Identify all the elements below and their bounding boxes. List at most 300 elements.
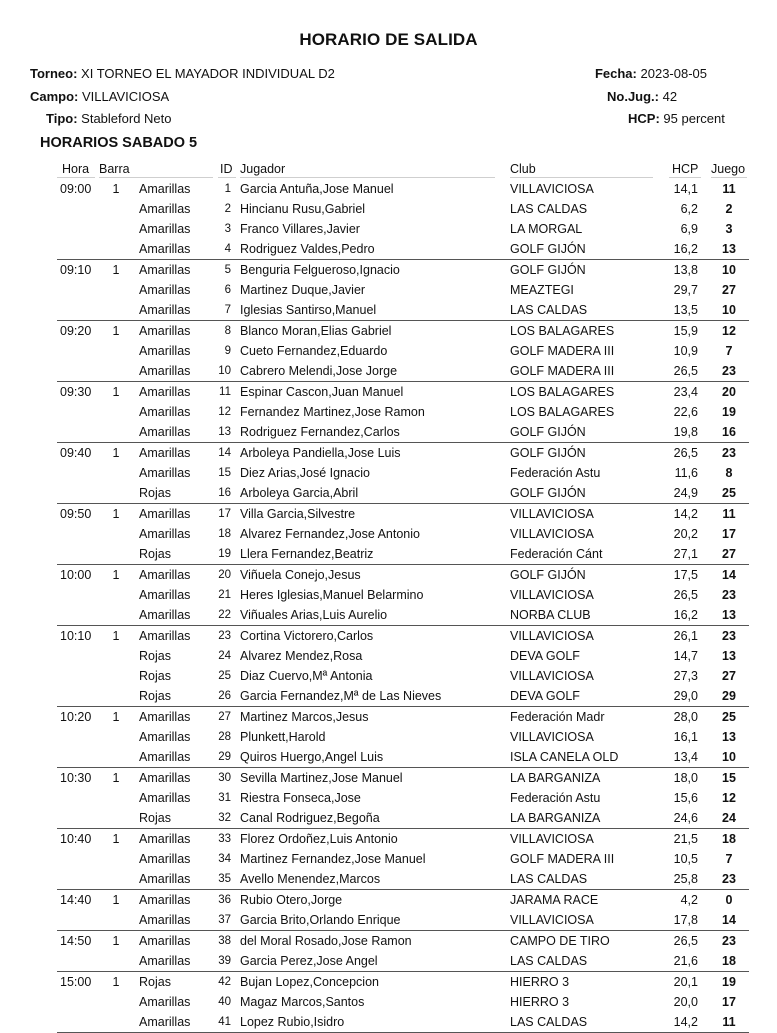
tee-color: Amarillas xyxy=(139,588,191,602)
player-name: Diaz Cuervo,Mª Antonia xyxy=(240,669,373,683)
table-row xyxy=(57,504,749,524)
tee-color: Amarillas xyxy=(139,730,191,744)
table-row xyxy=(57,626,749,646)
player-id: 4 xyxy=(224,243,231,255)
player-id: 35 xyxy=(218,873,231,885)
player-club: CAMPO DE TIRO xyxy=(510,934,610,948)
tee-time: 15:00 xyxy=(60,975,92,989)
table-row xyxy=(57,443,749,463)
tee-time-group xyxy=(57,179,749,260)
player-hcp: 13,8 xyxy=(673,263,698,277)
player-id: 22 xyxy=(218,609,231,621)
col-juego: Juego xyxy=(711,162,746,176)
player-id: 31 xyxy=(218,792,231,804)
tee-color: Amarillas xyxy=(139,872,191,886)
table-row xyxy=(57,585,749,605)
table-row xyxy=(57,565,749,585)
document-title: HORARIO DE SALIDA xyxy=(299,30,478,49)
player-club: HIERRO 3 xyxy=(510,975,570,989)
player-club: GOLF GIJÓN xyxy=(510,242,586,256)
nojug-field xyxy=(607,89,677,104)
col-hcp: HCP xyxy=(672,162,699,176)
player-club: Federación Astu xyxy=(510,791,601,805)
barra-number: 1 xyxy=(112,832,120,846)
tee-color: Amarillas xyxy=(139,324,191,338)
player-club: VILLAVICIOSA xyxy=(510,527,594,541)
tee-color: Amarillas xyxy=(139,466,191,480)
player-juego: 23 xyxy=(722,872,736,886)
table-row xyxy=(57,422,749,442)
player-club: HIERRO 3 xyxy=(510,995,570,1009)
player-name: Cortina Victorero,Carlos xyxy=(240,629,374,643)
campo-label: Campo: xyxy=(30,89,79,104)
player-juego: 17 xyxy=(722,527,736,541)
tee-time: 10:40 xyxy=(60,832,92,846)
player-name: Fernandez Martinez,Jose Ramon xyxy=(240,405,425,419)
player-name: Espinar Cascon,Juan Manuel xyxy=(240,385,404,399)
player-id: 7 xyxy=(224,304,231,316)
table-row xyxy=(57,972,749,992)
tipo-field xyxy=(46,111,172,126)
player-club: VILLAVICIOSA xyxy=(510,629,594,643)
header-underline xyxy=(669,177,701,178)
player-juego: 10 xyxy=(722,263,736,277)
torneo-field xyxy=(30,66,335,81)
tee-color: Amarillas xyxy=(139,913,191,927)
tee-time-group xyxy=(57,565,749,626)
player-name: Iglesias Santirso,Manuel xyxy=(240,303,377,317)
player-name: Garcia Brito,Orlando Enrique xyxy=(240,913,401,927)
player-juego: 14 xyxy=(722,568,736,582)
tee-color: Amarillas xyxy=(139,425,191,439)
player-juego: 2 xyxy=(725,202,733,216)
player-juego: 7 xyxy=(725,344,733,358)
player-id: 19 xyxy=(218,548,231,560)
tee-time-group xyxy=(57,504,749,565)
player-juego: 0 xyxy=(725,893,733,907)
fecha-value: 2023-08-05 xyxy=(640,66,707,81)
tipo-value: Stableford Neto xyxy=(81,111,172,126)
tipo-label: Tipo: xyxy=(46,111,78,126)
player-juego: 12 xyxy=(722,324,736,338)
table-row xyxy=(57,544,749,564)
tee-color: Amarillas xyxy=(139,710,191,724)
player-id: 32 xyxy=(218,812,231,824)
table-row xyxy=(57,402,749,422)
table-row xyxy=(57,686,749,706)
player-juego: 29 xyxy=(722,689,736,703)
player-juego: 7 xyxy=(725,852,733,866)
player-club: GOLF GIJÓN xyxy=(510,446,586,460)
tee-color: Rojas xyxy=(139,669,171,683)
player-hcp: 29,7 xyxy=(673,283,698,297)
table-row xyxy=(57,707,749,727)
barra-number: 1 xyxy=(112,263,120,277)
player-hcp: 6,2 xyxy=(680,202,698,216)
player-id: 21 xyxy=(218,589,231,601)
player-name: Lopez Rubio,Isidro xyxy=(240,1015,345,1029)
player-club: LA MORGAL xyxy=(510,222,583,236)
player-name: Arboleya Garcia,Abril xyxy=(240,486,359,500)
player-name: Viñuales Arias,Luis Aurelio xyxy=(240,608,388,622)
player-juego: 27 xyxy=(722,283,736,297)
player-id: 41 xyxy=(218,1016,231,1028)
nojug-value: 42 xyxy=(662,89,678,104)
player-hcp: 13,5 xyxy=(673,303,698,317)
player-name: Martinez Marcos,Jesus xyxy=(240,710,369,724)
tee-time-group xyxy=(57,768,749,829)
player-hcp: 26,5 xyxy=(673,588,698,602)
tee-color: Rojas xyxy=(139,547,171,561)
tee-color: Rojas xyxy=(139,975,171,989)
player-id: 30 xyxy=(218,772,231,784)
tee-color: Amarillas xyxy=(139,283,191,297)
tee-time: 09:30 xyxy=(60,385,92,399)
player-club: VILLAVICIOSA xyxy=(510,913,594,927)
player-hcp: 16,1 xyxy=(673,730,698,744)
player-hcp: 26,5 xyxy=(673,364,698,378)
tee-color: Amarillas xyxy=(139,771,191,785)
player-club: GOLF GIJÓN xyxy=(510,263,586,277)
table-row xyxy=(57,239,749,259)
player-id: 28 xyxy=(218,731,231,743)
tee-color: Amarillas xyxy=(139,527,191,541)
tee-time-group xyxy=(57,626,749,707)
player-juego: 25 xyxy=(722,710,736,724)
tee-time: 09:20 xyxy=(60,324,92,338)
player-name: Blanco Moran,Elias Gabriel xyxy=(240,324,392,338)
player-name: Arboleya Pandiella,Jose Luis xyxy=(240,446,401,460)
player-hcp: 28,0 xyxy=(673,710,698,724)
table-row xyxy=(57,849,749,869)
player-name: Viñuela Conejo,Jesus xyxy=(240,568,361,582)
player-hcp: 14,1 xyxy=(673,182,698,196)
player-id: 29 xyxy=(218,751,231,763)
player-juego: 13 xyxy=(722,242,736,256)
player-id: 40 xyxy=(218,996,231,1008)
player-juego: 23 xyxy=(722,934,736,948)
tee-color: Amarillas xyxy=(139,222,191,236)
table-row xyxy=(57,829,749,849)
player-id: 37 xyxy=(218,914,231,926)
player-club: JARAMA RACE xyxy=(510,893,599,907)
campo-field xyxy=(30,89,169,104)
tee-color: Amarillas xyxy=(139,385,191,399)
player-id: 27 xyxy=(218,711,231,723)
player-juego: 23 xyxy=(722,629,736,643)
tee-time: 09:00 xyxy=(60,182,92,196)
player-id: 1 xyxy=(224,183,231,195)
player-id: 18 xyxy=(218,528,231,540)
player-name: Alvarez Mendez,Rosa xyxy=(240,649,363,663)
player-id: 9 xyxy=(224,345,231,357)
tee-color: Amarillas xyxy=(139,344,191,358)
player-id: 5 xyxy=(224,264,231,276)
player-hcp: 15,9 xyxy=(673,324,698,338)
player-club: GOLF GIJÓN xyxy=(510,425,586,439)
campo-value: VILLAVICIOSA xyxy=(82,89,170,104)
tee-color: Amarillas xyxy=(139,1015,191,1029)
table-row xyxy=(57,524,749,544)
barra-number: 1 xyxy=(112,446,120,460)
player-juego: 15 xyxy=(722,771,736,785)
player-hcp: 14,7 xyxy=(673,649,698,663)
player-id: 2 xyxy=(224,203,231,215)
barra-number: 1 xyxy=(112,771,120,785)
player-club: LAS CALDAS xyxy=(510,872,588,886)
player-name: Riestra Fonseca,Jose xyxy=(240,791,361,805)
hcp-label: HCP: xyxy=(628,111,660,126)
player-club: ISLA CANELA OLD xyxy=(510,750,619,764)
tee-time-group xyxy=(57,707,749,768)
header-underline xyxy=(240,177,495,178)
tee-time-group xyxy=(57,890,749,931)
player-id: 6 xyxy=(224,284,231,296)
barra-number: 1 xyxy=(112,629,120,643)
player-id: 24 xyxy=(218,650,231,662)
player-name: Rodriguez Valdes,Pedro xyxy=(240,242,375,256)
player-juego: 10 xyxy=(722,750,736,764)
player-name: Heres Iglesias,Manuel Belarmino xyxy=(240,588,424,602)
player-club: LA BARGANIZA xyxy=(510,811,601,825)
player-club: VILLAVICIOSA xyxy=(510,669,594,683)
player-id: 13 xyxy=(218,426,231,438)
barra-number: 1 xyxy=(112,507,120,521)
player-id: 39 xyxy=(218,955,231,967)
tee-color: Rojas xyxy=(139,486,171,500)
player-club: GOLF GIJÓN xyxy=(510,568,586,582)
player-hcp: 23,4 xyxy=(673,385,698,399)
tee-time-group xyxy=(57,972,749,1033)
player-juego: 13 xyxy=(722,649,736,663)
player-name: Sevilla Martinez,Jose Manuel xyxy=(240,771,403,785)
player-hcp: 17,8 xyxy=(673,913,698,927)
tee-color: Amarillas xyxy=(139,364,191,378)
nojug-label: No.Jug.: xyxy=(607,89,659,104)
hcp-value: 95 percent xyxy=(663,111,725,126)
player-hcp: 20,1 xyxy=(673,975,698,989)
player-juego: 11 xyxy=(722,1015,736,1029)
table-row xyxy=(57,341,749,361)
player-juego: 23 xyxy=(722,588,736,602)
player-juego: 8 xyxy=(725,466,733,480)
player-hcp: 16,2 xyxy=(673,608,698,622)
player-name: Garcia Antuña,Jose Manuel xyxy=(240,182,394,196)
player-club: Federación Cánt xyxy=(510,547,603,561)
player-club: GOLF MADERA III xyxy=(510,852,615,866)
barra-number: 1 xyxy=(112,975,120,989)
table-header xyxy=(57,160,749,179)
player-juego: 17 xyxy=(722,995,736,1009)
player-hcp: 6,9 xyxy=(680,222,698,236)
tee-time-group xyxy=(57,321,749,382)
tee-time-group xyxy=(57,382,749,443)
player-hcp: 26,1 xyxy=(673,629,698,643)
player-club: LOS BALAGARES xyxy=(510,385,615,399)
player-hcp: 10,5 xyxy=(673,852,698,866)
player-club: MEAZTEGI xyxy=(510,283,574,297)
player-name: Bujan Lopez,Concepcion xyxy=(240,975,379,989)
player-hcp: 29,0 xyxy=(673,689,698,703)
tee-color: Amarillas xyxy=(139,934,191,948)
player-juego: 11 xyxy=(722,182,736,196)
player-juego: 19 xyxy=(722,975,736,989)
player-club: Federación Astu xyxy=(510,466,601,480)
tee-color: Amarillas xyxy=(139,629,191,643)
player-juego: 20 xyxy=(722,385,736,399)
header-underline xyxy=(510,177,653,178)
player-hcp: 21,6 xyxy=(673,954,698,968)
player-hcp: 14,2 xyxy=(673,507,698,521)
tee-color: Rojas xyxy=(139,811,171,825)
player-id: 16 xyxy=(218,487,231,499)
player-name: Martinez Fernandez,Jose Manuel xyxy=(240,852,426,866)
table-row xyxy=(57,747,749,767)
player-juego: 25 xyxy=(722,486,736,500)
player-id: 14 xyxy=(218,447,231,459)
player-hcp: 10,9 xyxy=(673,344,698,358)
table-row xyxy=(57,605,749,625)
tee-time: 10:10 xyxy=(60,629,92,643)
player-name: Villa Garcia,Silvestre xyxy=(240,507,356,521)
table-row xyxy=(57,910,749,930)
player-hcp: 15,6 xyxy=(673,791,698,805)
tee-color: Amarillas xyxy=(139,832,191,846)
tee-color: Amarillas xyxy=(139,608,191,622)
player-juego: 27 xyxy=(722,669,736,683)
barra-number: 1 xyxy=(112,324,120,338)
player-club: LA BARGANIZA xyxy=(510,771,601,785)
header-underline xyxy=(57,177,95,178)
player-club: LAS CALDAS xyxy=(510,1015,588,1029)
tee-color: Amarillas xyxy=(139,893,191,907)
player-hcp: 22,6 xyxy=(673,405,698,419)
player-id: 25 xyxy=(218,670,231,682)
table-row xyxy=(57,219,749,239)
table-row xyxy=(57,382,749,402)
player-club: VILLAVICIOSA xyxy=(510,730,594,744)
tee-color: Amarillas xyxy=(139,750,191,764)
player-juego: 10 xyxy=(722,303,736,317)
table-row xyxy=(57,280,749,300)
player-id: 8 xyxy=(224,325,231,337)
tee-time: 10:30 xyxy=(60,771,92,785)
player-name: Cueto Fernandez,Eduardo xyxy=(240,344,388,358)
player-hcp: 4,2 xyxy=(680,893,698,907)
tee-color: Amarillas xyxy=(139,303,191,317)
player-club: GOLF GIJÓN xyxy=(510,486,586,500)
player-name: Rubio Otero,Jorge xyxy=(240,893,343,907)
barra-number: 1 xyxy=(112,893,120,907)
player-name: Florez Ordoñez,Luis Antonio xyxy=(240,832,398,846)
player-id: 15 xyxy=(218,467,231,479)
table-row xyxy=(57,260,749,280)
player-juego: 24 xyxy=(722,811,736,825)
tee-time: 14:40 xyxy=(60,893,92,907)
player-name: Avello Menendez,Marcos xyxy=(240,872,381,886)
player-juego: 19 xyxy=(722,405,736,419)
header-underline xyxy=(711,177,747,178)
table-row xyxy=(57,727,749,747)
player-id: 42 xyxy=(218,976,231,988)
player-name: del Moral Rosado,Jose Ramon xyxy=(240,934,412,948)
player-club: LAS CALDAS xyxy=(510,202,588,216)
player-hcp: 24,6 xyxy=(673,811,698,825)
fecha-label: Fecha: xyxy=(594,66,637,81)
col-hora: Hora xyxy=(62,162,90,176)
table-row xyxy=(57,666,749,686)
player-club: GOLF MADERA III xyxy=(510,364,615,378)
player-hcp: 27,3 xyxy=(673,669,698,683)
player-name: Llera Fernandez,Beatriz xyxy=(240,547,374,561)
tee-time-group xyxy=(57,931,749,972)
tee-color: Rojas xyxy=(139,649,171,663)
tee-color: Amarillas xyxy=(139,852,191,866)
table-row xyxy=(57,768,749,788)
table-row xyxy=(57,788,749,808)
table-row xyxy=(57,808,749,828)
player-hcp: 19,8 xyxy=(673,425,698,439)
table-row xyxy=(57,321,749,341)
player-juego: 14 xyxy=(722,913,736,927)
player-id: 3 xyxy=(224,223,231,235)
player-juego: 27 xyxy=(722,547,736,561)
player-club: DEVA GOLF xyxy=(510,689,580,703)
player-juego: 11 xyxy=(722,507,736,521)
player-name: Diez Arias,José Ignacio xyxy=(240,466,370,480)
player-club: DEVA GOLF xyxy=(510,649,580,663)
barra-number: 1 xyxy=(112,934,120,948)
player-hcp: 20,2 xyxy=(673,527,698,541)
tee-color: Rojas xyxy=(139,689,171,703)
player-name: Martinez Duque,Javier xyxy=(240,283,366,297)
player-name: Magaz Marcos,Santos xyxy=(240,995,365,1009)
header-underline xyxy=(99,177,213,178)
player-hcp: 24,9 xyxy=(673,486,698,500)
tee-time: 09:10 xyxy=(60,263,92,277)
table-row xyxy=(57,931,749,951)
player-hcp: 26,5 xyxy=(673,934,698,948)
table-row xyxy=(57,483,749,503)
player-hcp: 17,5 xyxy=(673,568,698,582)
barra-number: 1 xyxy=(112,385,120,399)
player-hcp: 20,0 xyxy=(673,995,698,1009)
player-hcp: 11,6 xyxy=(674,466,698,480)
tee-time: 10:00 xyxy=(60,568,92,582)
tee-color: Amarillas xyxy=(139,568,191,582)
player-id: 38 xyxy=(218,935,231,947)
player-name: Cabrero Melendi,Jose Jorge xyxy=(240,364,398,378)
col-club: Club xyxy=(510,162,536,176)
table-row xyxy=(57,951,749,971)
player-hcp: 18,0 xyxy=(673,771,698,785)
tee-color: Amarillas xyxy=(139,446,191,460)
player-id: 11 xyxy=(219,386,231,398)
table-row xyxy=(57,992,749,1012)
barra-number: 1 xyxy=(112,182,120,196)
table-row xyxy=(57,1012,749,1032)
player-club: NORBA CLUB xyxy=(510,608,591,622)
tee-color: Amarillas xyxy=(139,405,191,419)
torneo-label: Torneo: xyxy=(30,66,78,81)
hcp-field xyxy=(628,111,725,126)
player-club: VILLAVICIOSA xyxy=(510,832,594,846)
tee-time: 10:20 xyxy=(60,710,92,724)
player-hcp: 27,1 xyxy=(673,547,698,561)
tee-time-group xyxy=(57,260,749,321)
col-jugador: Jugador xyxy=(240,162,286,176)
col-barra: Barra xyxy=(99,162,130,176)
